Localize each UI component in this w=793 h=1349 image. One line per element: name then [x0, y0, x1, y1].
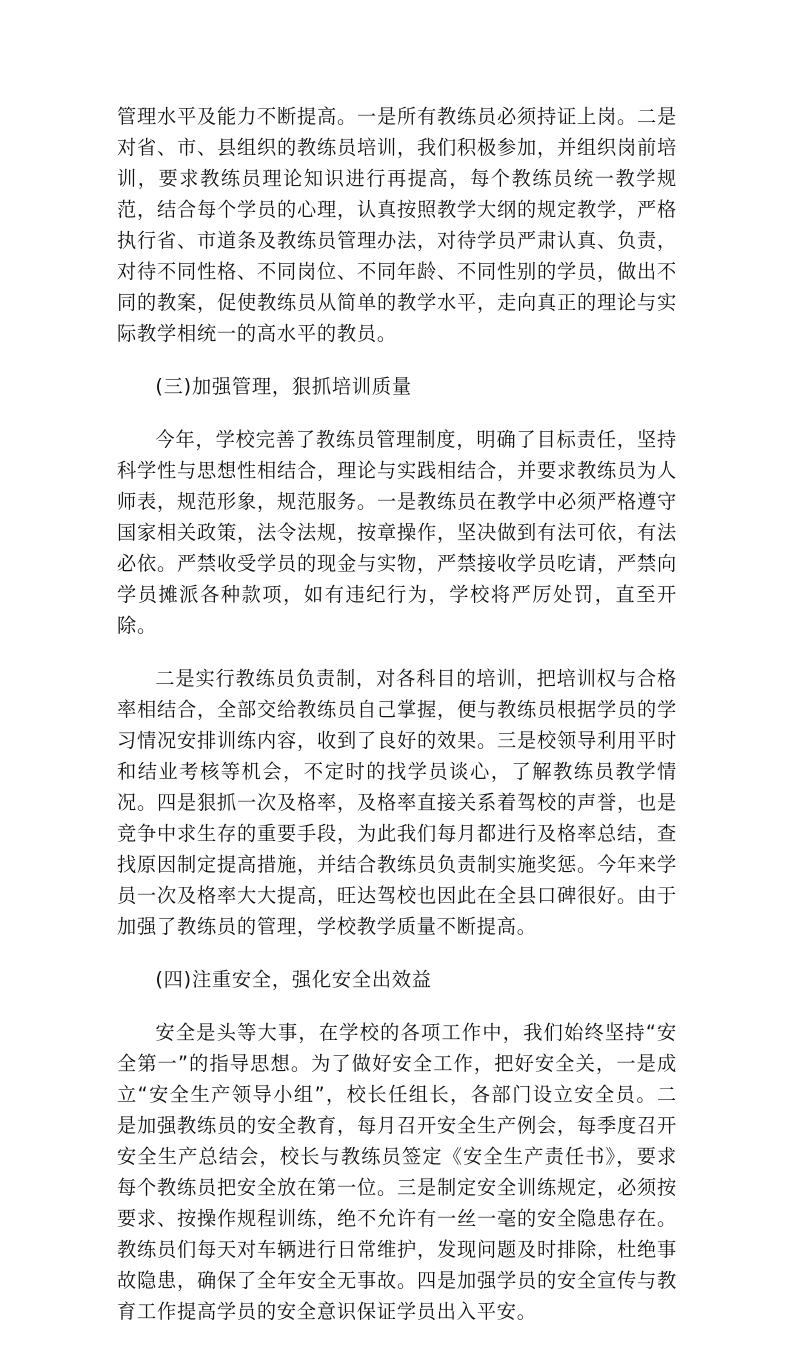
paragraph-instructor-training: 管理水平及能力不断提高。一是所有教练员必须持证上岗。二是对省、市、县组织的教练员培训，我们积极参加，并组织岗前培训，要求教练员理论知识进行再提高，每个教练员统一教学规范，结合每个学员的心理，认真按照教学大纲的规定教学，严格执行省、市道条及教练员管理办法，对待学员严肃认真、负责，对待不同性格、不同岗位、不同年龄、不同性别的学员，做出不同的教案，促使教练员从简单的教学水平，走向真正的理论与实际教学相统一的高水平的教员。: [117, 105, 677, 345]
section-heading-safety: (四)注重安全，强化安全出效益: [155, 968, 432, 991]
paragraph-responsibility-system: 二是实行教练员负责制，对各科目的培训，把培训权与合格率相结合，全部交给教练员自己掌握，便与教练员根据学员的学习情况安排训练内容，收到了良好的效果。三是校领导利用平时和结业考核等机会，不定时的找学员谈心，了解教练员教学情况。四是狠抓一次及格率，及格率直接关系着驾校的声誉，也是竞争中求生存的重要手段，为此我们每月都进行及格率总结，查找原因制定提高措施，并结合教练员负责制实施奖惩。今年来学员一次及格率大大提高，旺达驾校也因此在全县口碑很好。由于加强了教练员的管理，学校教学质量不断提高。: [117, 667, 677, 938]
section-heading-management: (三)加强管理，狠抓培训质量: [155, 375, 412, 398]
paragraph-management-system: 今年，学校完善了教练员管理制度，明确了目标责任，坚持科学性与思想性相结合，理论与实践相结合，并要求教练员为人师表，规范形象，规范服务。一是教练员在教学中必须严格遵守国家相关政策，法令法规，按章操作，坚决做到有法可依，有法必依。严禁收受学员的现金与实物，严禁接收学员吃请，严禁向学员摊派各种款项，如有违纪行为，学校将严厉处罚，直至开除。: [117, 428, 677, 637]
document-page: [117, 101, 677, 1349]
paragraph-safety-measures: 安全是头等大事，在学校的各项工作中，我们始终坚持“安全第一”的指导思想。为了做好安全工作，把好安全关，一是成立“安全生产领导小组”，校长任组长，各部门设立安全员。二是加强教练员的安全教育，每月召开安全生产例会，每季度召开安全生产总结会，校长与教练员签定《安全生产责任书》，要求每个教练员把安全放在第一位。三是制定安全训练规定，必须按要求、按操作规程训练，绝不允许有一丝一毫的安全隐患存在。教练员们每天对车辆进行日常维护，发现问题及时排除，杜绝事故隐患，确保了全年安全无事故。四是加强学员的安全宣传与教育工作提高学员的安全意识保证学员出入平安。: [117, 1021, 677, 1323]
